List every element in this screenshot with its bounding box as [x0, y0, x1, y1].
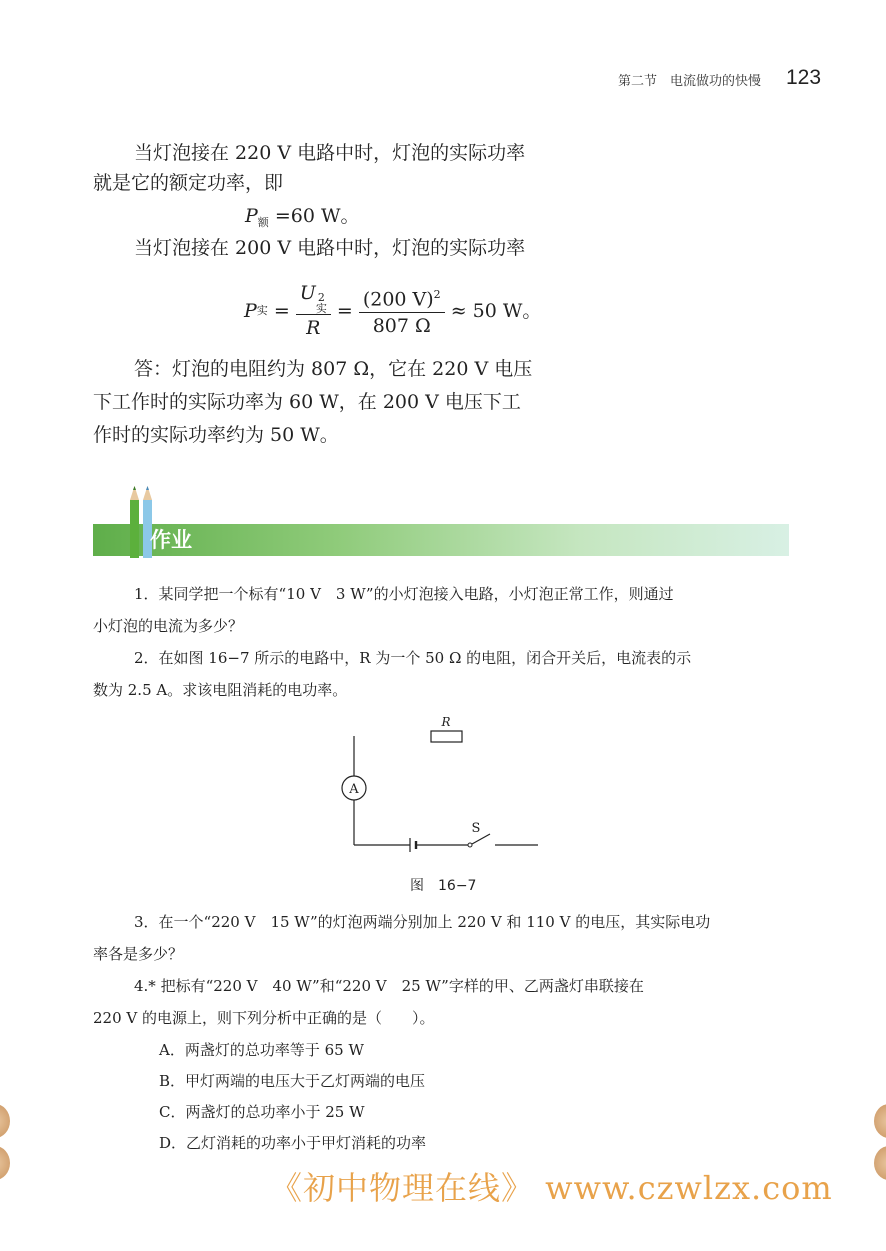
question-2-line-1: 2．在如图 16−7 所示的电路中，R 为一个 50 Ω 的电阻，闭合开关后，电流表的示	[134, 649, 692, 667]
figure-caption: 图 16−7	[410, 878, 477, 894]
question-3-line-1: 3．在一个“220 V 15 W”的灯泡两端分别加上 220 V 和 110 V 的电压，其实际电功	[134, 913, 711, 931]
question-1-line-1: 1．某同学把一个标有“10 V 3 W”的小灯泡接入电路，小灯泡正常工作，则通过	[134, 585, 674, 603]
eq2-fraction-2-numerator: (200 V)$^2$	[359, 282, 445, 313]
question-2-line-2: 数为 2.5 A。求该电阻消耗的电功率。	[93, 681, 348, 699]
eq2-fraction-2-denominator: 807 Ω	[372, 315, 431, 338]
answer-line-3: 作时的实际功率约为 50 W。	[93, 424, 339, 446]
switch-pivot	[468, 843, 472, 847]
edge-tab-left-2	[0, 1146, 10, 1180]
eq2-fraction-1-denominator: R	[306, 317, 321, 339]
resistor-label: R	[441, 715, 451, 729]
question-4-line-1: 4.* 把标有“220 V 40 W”和“220 V 25 W”字样的甲、乙两盏灯串联接在	[134, 977, 644, 995]
solution-line-3: 当灯泡接在 200 V 电路中时，灯泡的实际功率	[134, 237, 526, 259]
option-b: B．甲灯两端的电压大于乙灯两端的电压	[159, 1072, 426, 1090]
eq2-fraction-1-numerator: U 2 实	[296, 280, 331, 315]
homework-title: 作业	[150, 528, 192, 552]
eq2-equals-2: =	[330, 299, 359, 322]
solution-line-2: 就是它的额定功率，即	[93, 172, 284, 194]
question-4-line-2: 220 V 的电源上，则下列分析中正确的是（ ）。	[93, 1009, 435, 1027]
eq1-symbol: P	[245, 205, 258, 227]
question-3-line-2: 率各是多少？	[93, 945, 184, 963]
watermark: 《初中物理在线》 www.czwlzx.com	[270, 1169, 833, 1207]
option-a: A．两盏灯的总功率等于 65 W	[159, 1041, 364, 1059]
eq2-result: ≈ 50 W。	[444, 299, 542, 322]
eq2-subscript: 实	[256, 303, 268, 317]
ammeter-label: A	[349, 782, 359, 797]
eq2-fraction-2	[359, 282, 445, 339]
eq2-equals: =	[267, 299, 296, 322]
resistor-symbol	[431, 731, 462, 742]
solution-line-1: 当灯泡接在 220 V 电路中时，灯泡的实际功率	[134, 142, 526, 164]
eq2-symbol: P	[244, 299, 257, 322]
edge-tab-right-2	[874, 1146, 886, 1180]
eq1-subscript: 额	[257, 216, 269, 229]
eq2-fraction-1	[296, 280, 331, 341]
edge-tab-left-1	[0, 1104, 10, 1138]
header-section-title: 第二节 电流做功的快慢	[618, 74, 762, 89]
answer-line-2: 下工作时的实际功率为 60 W，在 200 V 电压下工	[93, 391, 521, 413]
edge-tab-right-1	[874, 1104, 886, 1138]
circuit-diagram	[330, 710, 550, 860]
question-1-line-2: 小灯泡的电流为多少？	[93, 617, 244, 635]
option-c: C．两盏灯的总功率小于 25 W	[159, 1103, 365, 1121]
eq1-rest: =60 W。	[268, 205, 360, 227]
option-d: D．乙灯消耗的功率小于甲灯消耗的功率	[159, 1134, 427, 1152]
switch-label: S	[471, 821, 481, 836]
answer-line-1: 答：灯泡的电阻约为 807 Ω，它在 220 V 电压	[134, 358, 533, 380]
equation-actual-power	[244, 280, 541, 341]
homework-banner	[93, 524, 789, 556]
page-number: 123	[786, 66, 822, 89]
